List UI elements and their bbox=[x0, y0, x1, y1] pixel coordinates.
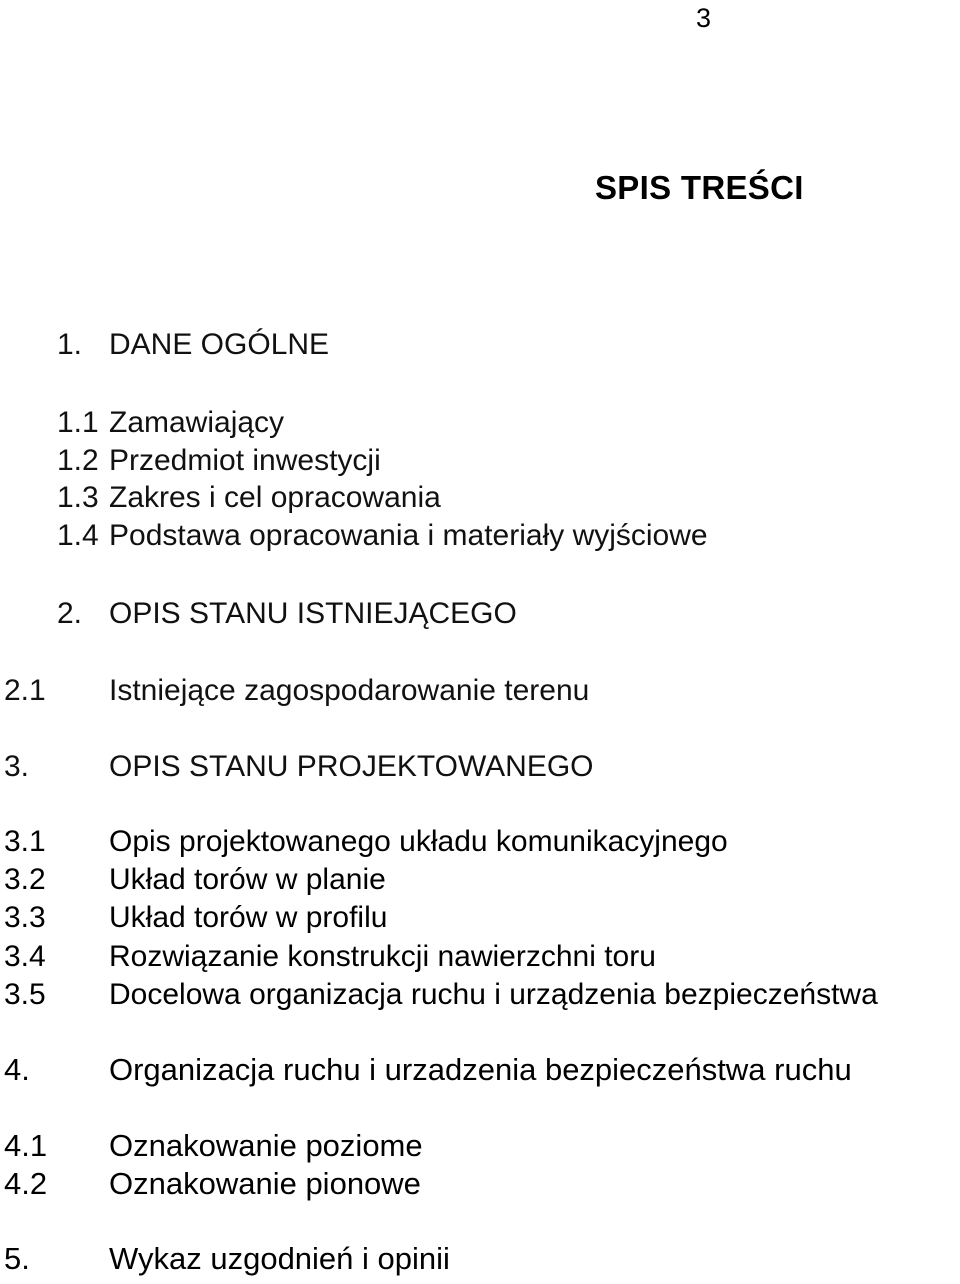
toc-entry-label: Podstawa opracowania i materiały wyjściowe bbox=[109, 519, 708, 552]
toc-entry-number: 1.4 bbox=[57, 519, 99, 552]
toc-entry-number: 3.4 bbox=[4, 940, 46, 973]
toc-entry-label: Opis projektowanego układu komunikacyjnego bbox=[109, 825, 728, 858]
toc-entry-number: 4.2 bbox=[4, 1166, 48, 1201]
toc-entry-number: 3.5 bbox=[4, 978, 46, 1011]
toc-entry-label: Istniejące zagospodarowanie terenu bbox=[109, 674, 590, 707]
toc-entry-number: 3. bbox=[4, 750, 30, 783]
toc-entry-label: Rozwiązanie konstrukcji nawierzchni toru bbox=[109, 940, 656, 973]
toc-entry-label: Wykaz uzgodnień i opinii bbox=[109, 1241, 450, 1276]
toc-entry-label: Docelowa organizacja ruchu i urządzenia bezpieczeństwa bbox=[109, 978, 878, 1011]
page-number: 3 bbox=[696, 3, 712, 33]
toc-entry-number: 3.2 bbox=[4, 863, 46, 896]
toc-entry-number: 4. bbox=[4, 1052, 30, 1087]
toc-entry-label: Oznakowanie pionowe bbox=[109, 1166, 421, 1201]
toc-entry-label: Oznakowanie poziome bbox=[109, 1128, 423, 1163]
toc-entry-label: OPIS STANU ISTNIEJĄCEGO bbox=[109, 597, 517, 630]
toc-entry-label: OPIS STANU PROJEKTOWANEGO bbox=[109, 750, 594, 783]
toc-entry-number: 1.2 bbox=[57, 444, 99, 477]
toc-entry-number: 2. bbox=[57, 597, 83, 630]
page-title: SPIS TREŚCI bbox=[595, 169, 804, 206]
toc-entry-number: 4.1 bbox=[4, 1128, 48, 1163]
toc-entry-label: DANE OGÓLNE bbox=[109, 328, 330, 361]
toc-entry-label: Zakres i cel opracowania bbox=[109, 481, 441, 514]
toc-entry-number: 1.1 bbox=[57, 406, 99, 439]
toc-entry-number: 3.1 bbox=[4, 825, 46, 858]
toc-entry-number: 2.1 bbox=[4, 674, 46, 707]
toc-entry-number: 1. bbox=[57, 328, 83, 361]
toc-entry-label: Zamawiający bbox=[109, 406, 285, 439]
toc-entry-label: Układ torów w profilu bbox=[109, 901, 388, 934]
toc-entry-number: 3.3 bbox=[4, 901, 46, 934]
toc-entry-label: Układ torów w planie bbox=[109, 863, 386, 896]
toc-entry-number: 1.3 bbox=[57, 481, 99, 514]
toc-entry-number: 5. bbox=[4, 1241, 30, 1276]
toc-entry-label: Przedmiot inwestycji bbox=[109, 444, 381, 477]
toc-entry-label: Organizacja ruchu i urzadzenia bezpieczeństwa ruchu bbox=[109, 1052, 852, 1087]
